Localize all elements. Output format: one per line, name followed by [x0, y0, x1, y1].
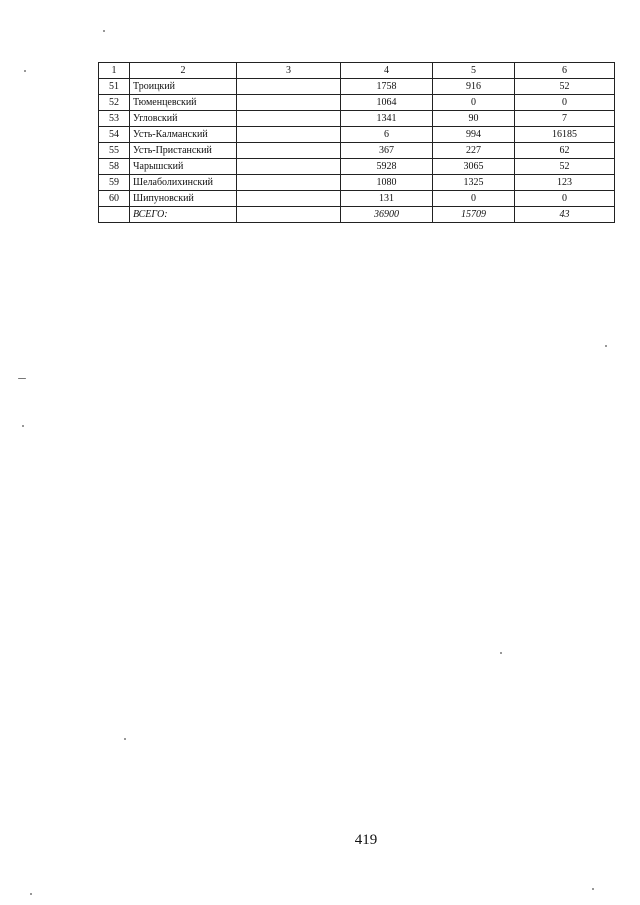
value-col6: 0 [515, 191, 615, 207]
scan-speck [103, 30, 105, 32]
empty-cell [237, 143, 341, 159]
table-row [99, 95, 615, 111]
total-col5: 15709 [433, 207, 515, 223]
empty-cell [237, 111, 341, 127]
total-row [99, 207, 615, 223]
scan-speck [30, 893, 32, 895]
value-col4: 1758 [341, 79, 433, 95]
empty-cell [237, 175, 341, 191]
scan-speck [22, 425, 24, 427]
header-cell-6: 6 [515, 63, 615, 79]
empty-cell [237, 207, 341, 223]
scan-speck [18, 378, 26, 379]
row-number: 53 [99, 111, 130, 127]
total-num-cell [99, 207, 130, 223]
row-number: 60 [99, 191, 130, 207]
row-number: 54 [99, 127, 130, 143]
empty-cell [237, 159, 341, 175]
total-label: ВСЕГО: [130, 207, 237, 223]
value-col4: 1064 [341, 95, 433, 111]
district-name: Троицкий [130, 79, 237, 95]
table-row [99, 191, 615, 207]
value-col5: 1325 [433, 175, 515, 191]
row-number: 58 [99, 159, 130, 175]
district-name: Чарышский [130, 159, 237, 175]
table-row [99, 143, 615, 159]
header-cell-2: 2 [130, 63, 237, 79]
scan-speck [592, 888, 594, 890]
district-name: Тюменцевский [130, 95, 237, 111]
scan-speck [605, 345, 607, 347]
value-col4: 131 [341, 191, 433, 207]
header-cell-5: 5 [433, 63, 515, 79]
header-cell-4: 4 [341, 63, 433, 79]
value-col4: 5928 [341, 159, 433, 175]
value-col5: 227 [433, 143, 515, 159]
row-number: 52 [99, 95, 130, 111]
header-cell-1: 1 [99, 63, 130, 79]
total-col4: 36900 [341, 207, 433, 223]
empty-cell [237, 95, 341, 111]
value-col4: 367 [341, 143, 433, 159]
value-col5: 0 [433, 95, 515, 111]
value-col5: 90 [433, 111, 515, 127]
table-header-row [99, 63, 615, 79]
total-col6: 43 [515, 207, 615, 223]
row-number: 51 [99, 79, 130, 95]
value-col4: 1080 [341, 175, 433, 191]
row-number: 55 [99, 143, 130, 159]
value-col6: 52 [515, 79, 615, 95]
value-col6: 62 [515, 143, 615, 159]
scan-speck [124, 738, 126, 740]
district-name: Шипуновский [130, 191, 237, 207]
value-col5: 3065 [433, 159, 515, 175]
value-col6: 0 [515, 95, 615, 111]
scan-speck [24, 70, 26, 72]
value-col5: 0 [433, 191, 515, 207]
table-row [99, 127, 615, 143]
data-table [98, 62, 615, 223]
scan-speck [500, 652, 502, 654]
table-row [99, 111, 615, 127]
district-name: Шелаболихинский [130, 175, 237, 191]
value-col6: 52 [515, 159, 615, 175]
district-name: Усть-Пристанский [130, 143, 237, 159]
row-number: 59 [99, 175, 130, 191]
value-col6: 123 [515, 175, 615, 191]
value-col4: 1341 [341, 111, 433, 127]
empty-cell [237, 79, 341, 95]
table-row [99, 79, 615, 95]
empty-cell [237, 191, 341, 207]
empty-cell [237, 127, 341, 143]
district-name: Угловский [130, 111, 237, 127]
value-col6: 7 [515, 111, 615, 127]
table-row [99, 159, 615, 175]
table-row [99, 175, 615, 191]
value-col4: 6 [341, 127, 433, 143]
value-col5: 916 [433, 79, 515, 95]
page-number: 419 [354, 832, 378, 848]
value-col6: 16185 [515, 127, 615, 143]
value-col5: 994 [433, 127, 515, 143]
district-name: Усть-Калманский [130, 127, 237, 143]
header-cell-3: 3 [237, 63, 341, 79]
